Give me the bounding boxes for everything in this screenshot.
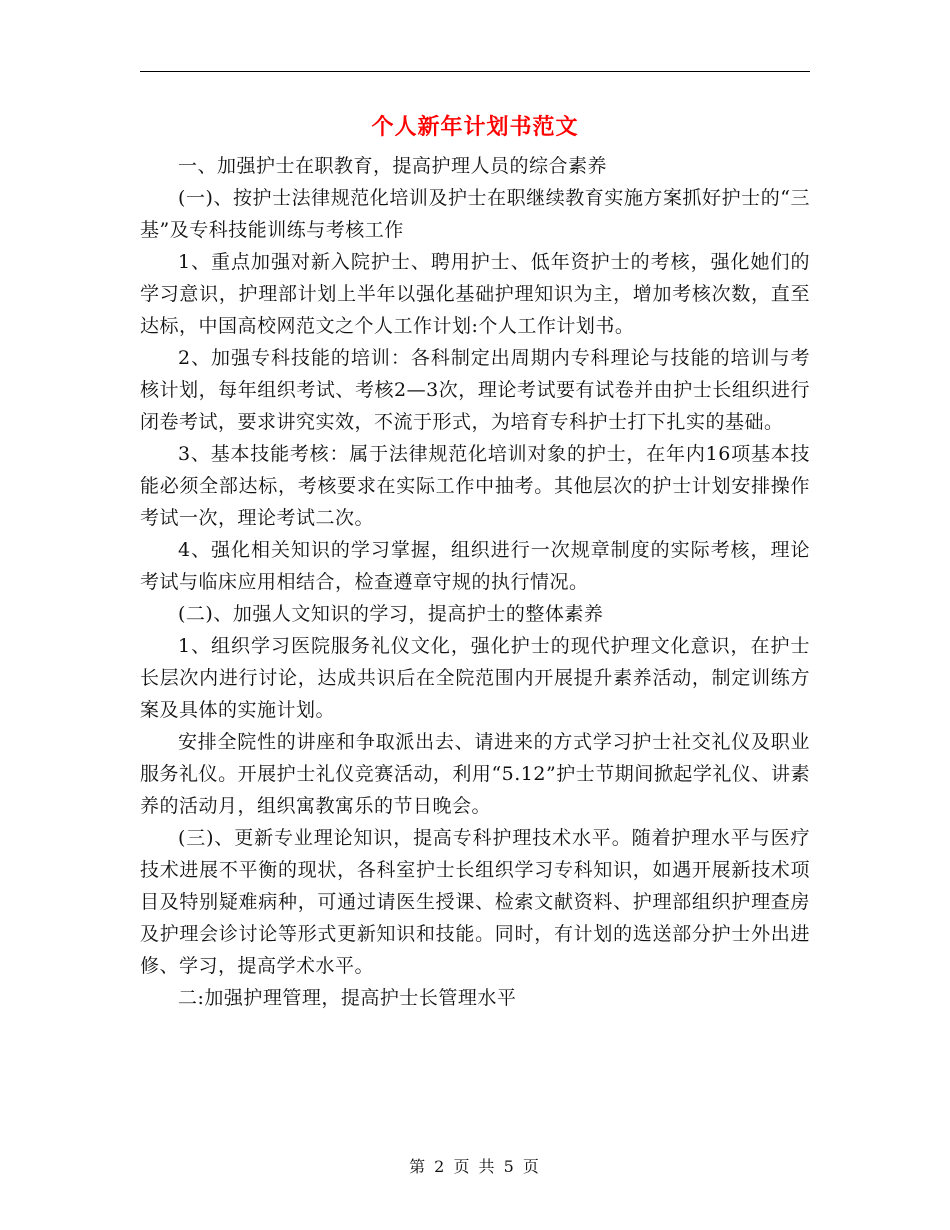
paragraph-item-4: 4、强化相关知识的学习掌握，组织进行一次规章制度的实际考核，理论考试与临床应用相结合，检查遵章守规的执行情况。 — [140, 539, 810, 593]
paragraph-item-5: 1、组织学习医院服务礼仪文化，强化护士的现代护理文化意识，在护士长层次内进行讨论，达成共识后在全院范围内开展提升素养活动，制定训练方案及具体的实施计划。 — [140, 635, 810, 721]
paragraph-section-1: 一、加强护士在职教育，提高护理人员的综合素养 — [178, 155, 608, 177]
paragraph-item-3: 3、基本技能考核：属于法律规范化培训对象的护士，在年内16项基本技能必须全部达标，考核要求在实际工作中抽考。其他层次的护士计划安排操作考试一次，理论考试二次。 — [140, 443, 810, 529]
document-body — [140, 150, 810, 1014]
document-title: 个人新年计划书范文 — [371, 114, 579, 140]
paragraph-subsection-3: (三)、更新专业理论知识，提高专科护理技术水平。随着护理水平与医疗技术进展不平衡的现状，各科室护士长组织学习专科知识，如遇开展新技术项目及特别疑难病种，可通过请医生授课、检索文献资料、护理部组织护理查房及护理会诊讨论等形式更新知识和技能。同时，有计划的选送部分护士外出进修、学习，提高学术水平。 — [140, 827, 810, 977]
paragraph-item-1: 1、重点加强对新入院护士、聘用护士、低年资护士的考核，强化她们的学习意识，护理部计划上半年以强化基础护理知识为主，增加考核次数，直至达标，中国高校网范文之个人工作计划:个人工作计划书。 — [140, 251, 810, 337]
paragraph-item-2: 2、加强专科技能的培训：各科制定出周期内专科理论与技能的培训与考核计划，每年组织考试、考核2—3次，理论考试要有试卷并由护士长组织进行闭卷考试，要求讲究实效，不流于形式，为培育专科护士打下扎实的基础。 — [140, 347, 810, 433]
header-rule — [140, 71, 810, 72]
paragraph-subsection-2: (二)、加强人文知识的学习，提高护士的整体素养 — [178, 603, 604, 625]
page-footer: 第 2 页 共 5 页 — [409, 1157, 541, 1176]
paragraph-section-2: 二:加强护理管理，提高护士长管理水平 — [178, 987, 517, 1009]
paragraph-etiquette: 安排全院性的讲座和争取派出去、请进来的方式学习护士社交礼仪及职业服务礼仪。开展护士礼仪竞赛活动，利用“5.12”护士节期间掀起学礼仪、讲素养的活动月，组织寓教寓乐的节日晚会。 — [140, 731, 810, 817]
paragraph-subsection-1: (一)、按护士法律规范化培训及护士在职继续教育实施方案抓好护士的“三基”及专科技能训练与考核工作 — [140, 187, 810, 241]
